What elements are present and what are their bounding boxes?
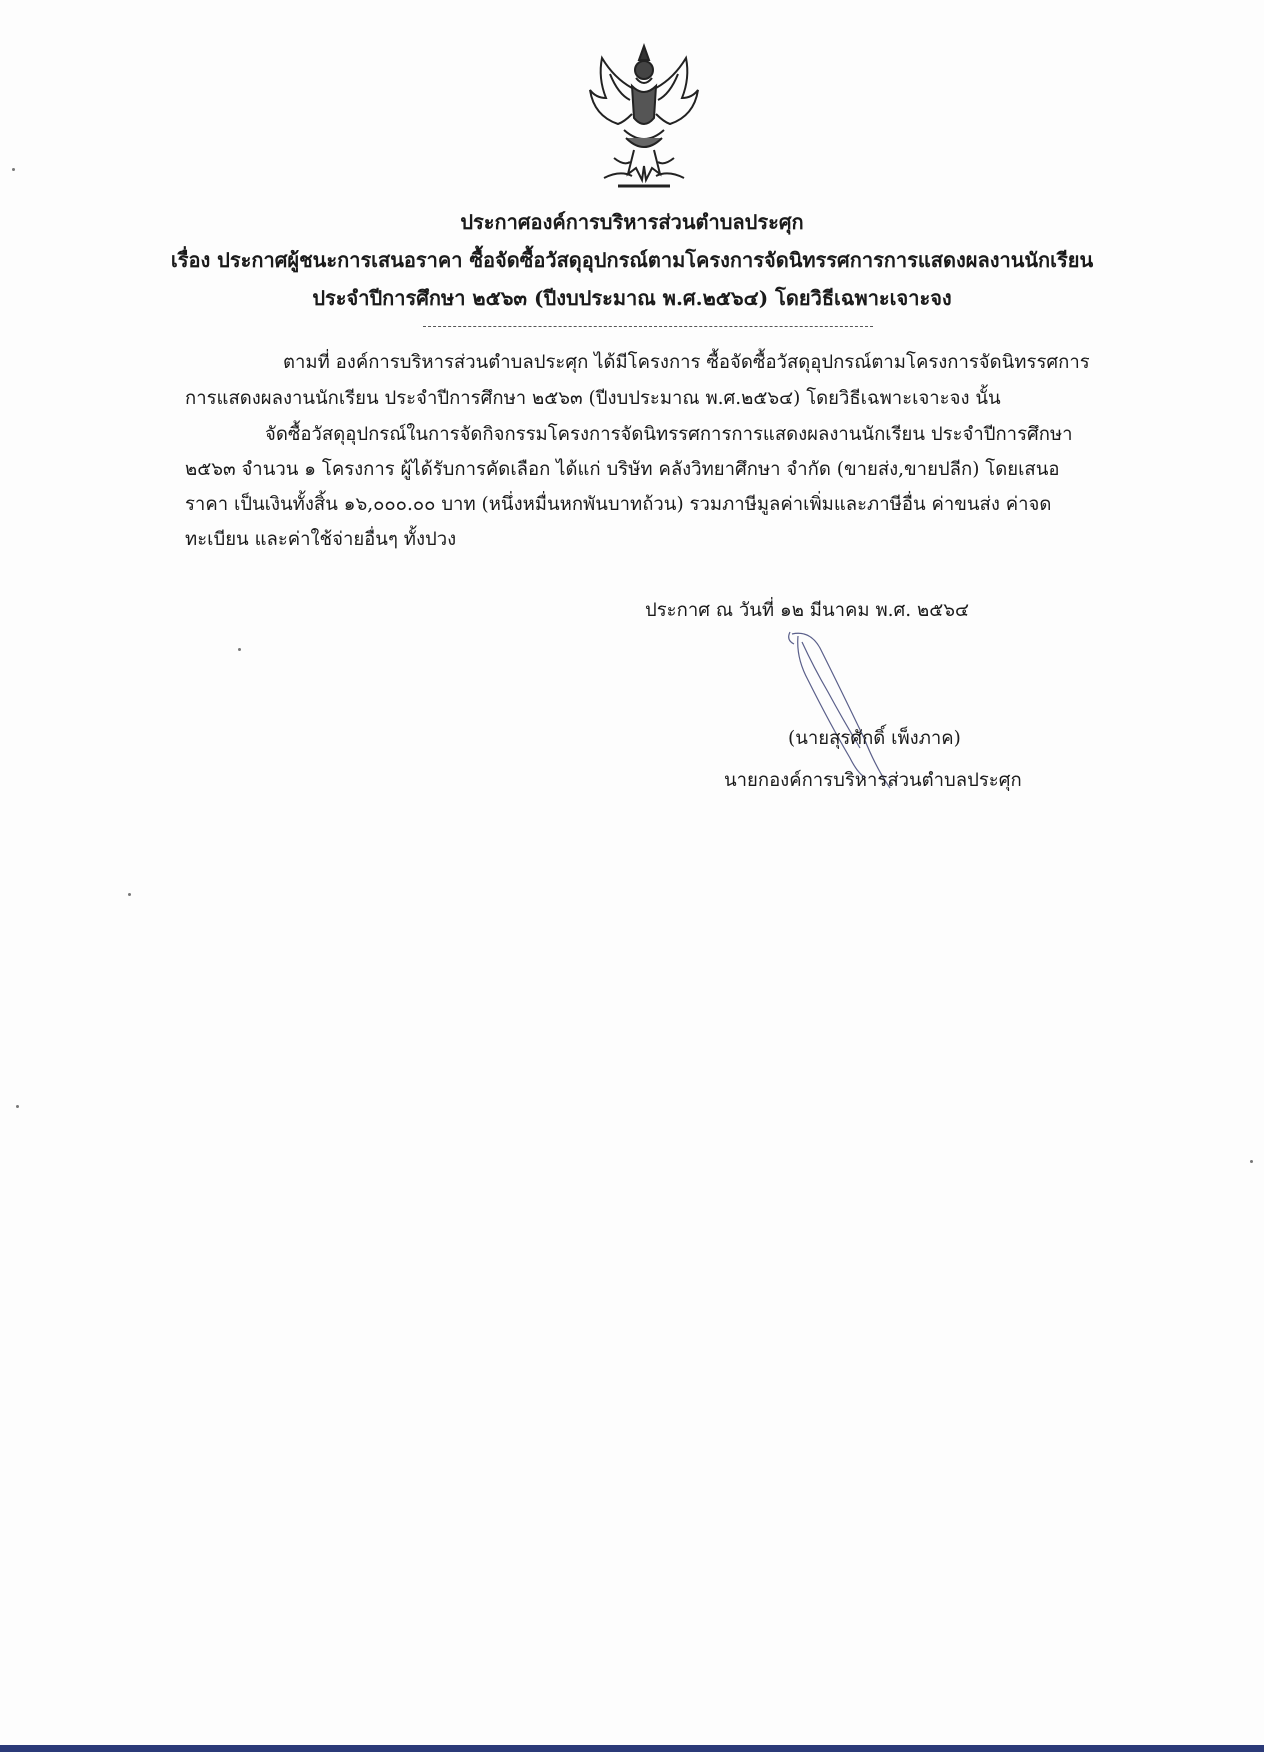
scan-speck [1250, 1160, 1253, 1163]
garuda-emblem-icon [584, 38, 704, 198]
scan-speck [128, 893, 131, 896]
body-line: ๒๕๖๓ จำนวน ๑ โครงการ ผู้ได้รับการคัดเลือก ได้แก่ บริษัท คลังวิทยาศึกษา จำกัด (ขายส่ง,ขายปลีก) โดยเสนอ [185, 459, 1060, 480]
body-line: การแสดงผลงานนักเรียน ประจำปีการศึกษา ๒๕๖๓ (ปีงบประมาณ พ.ศ.๒๕๖๔) โดยวิธีเฉพาะเจาะจง นั้น [185, 388, 1001, 409]
heading-separator [423, 326, 873, 327]
signer-title: นายกองค์การบริหารส่วนตำบลประศุก [724, 770, 1022, 791]
scan-bottom-edge [0, 1745, 1264, 1752]
heading-organization: ประกาศองค์การบริหารส่วนตำบลประศุก [460, 210, 804, 234]
body-line: จัดซื้อวัสดุอุปกรณ์ในการจัดกิจกรรมโครงการจัดนิทรรศการการแสดงผลงานนักเรียน ประจำปีการศึกษา [265, 424, 1073, 445]
announcement-date: ประกาศ ณ วันที่ ๑๒ มีนาคม พ.ศ. ๒๕๖๔ [645, 600, 970, 621]
heading-subject: เรื่อง ประกาศผู้ชนะการเสนอราคา ซื้อจัดซื้อวัสดุอุปกรณ์ตามโครงการจัดนิทรรศการการแสดงผลงานนักเรียน [170, 248, 1094, 272]
body-line: ราคา เป็นเงินทั้งสิ้น ๑๖,๐๐๐.๐๐ บาท (หนึ่งหมื่นหกพันบาทถ้วน) รวมภาษีมูลค่าเพิ่มและภาษีอื่น ค่าขนส่ง ค่าจด [185, 494, 1052, 515]
scan-speck [238, 648, 241, 651]
signer-name: (นายสุรศักดิ์ เพ็งภาค) [788, 728, 961, 749]
scan-speck [16, 1105, 19, 1108]
body-line: ทะเบียน และค่าใช้จ่ายอื่นๆ ทั้งปวง [185, 529, 457, 550]
heading-subject-continued: ประจำปีการศึกษา ๒๕๖๓ (ปีงบประมาณ พ.ศ.๒๕๖๔) โดยวิธีเฉพาะเจาะจง [312, 286, 952, 310]
body-line: ตามที่ องค์การบริหารส่วนตำบลประศุก ได้มีโครงการ ซื้อจัดซื้อวัสดุอุปกรณ์ตามโครงการจัดนิทรรศการ [283, 352, 1090, 373]
scan-speck [12, 168, 15, 171]
